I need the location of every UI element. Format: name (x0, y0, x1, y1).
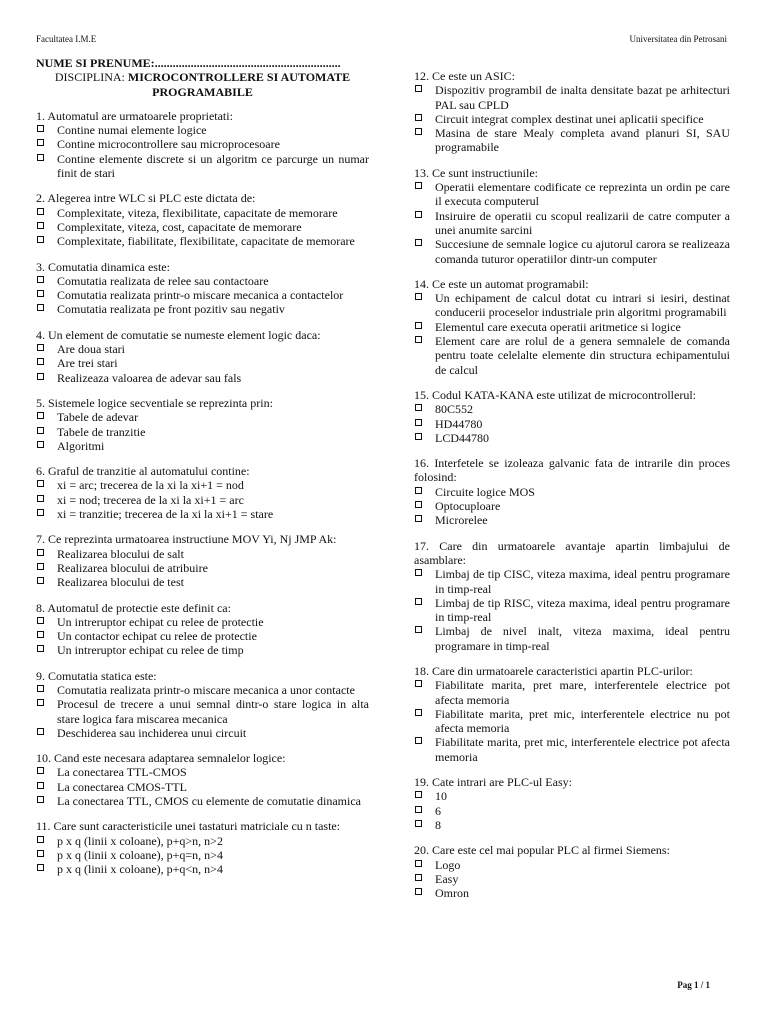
answer-option-text: Succesiune de semnale logice cu ajutorul carora se realizeaza comanda tuturor operatiilor dintr-un computer (435, 237, 730, 266)
answer-option (414, 789, 730, 803)
question-block (36, 751, 369, 808)
question-text: 18. Care din urmatoarele caracteristici apartin PLC-urilor: (414, 663, 693, 678)
question-block (414, 456, 730, 527)
question-text: 9. Comutatia statica este: (36, 668, 157, 683)
answer-option (414, 678, 730, 707)
question-text: 13. Ce sunt instructiunile: (414, 165, 538, 180)
answer-checkbox[interactable] (37, 617, 44, 624)
answer-option (36, 561, 369, 575)
answer-option (36, 794, 369, 808)
answer-option-text: Realizarea blocului de salt (57, 546, 184, 561)
answer-option-text: 10 (435, 789, 447, 804)
answer-option (414, 126, 730, 155)
answer-option-text: Comutatia realizata printr-o miscare mecanica a contactelor (57, 288, 344, 303)
exam-title-block (36, 56, 369, 99)
answer-option-text: p x q (linii x coloane), p+q=n, n>4 (57, 847, 223, 862)
answer-checkbox[interactable] (37, 631, 44, 638)
answer-option-text: Realizarea blocului de test (57, 575, 184, 590)
answer-option-text: La conectarea TTL-CMOS (57, 765, 187, 780)
answer-checkbox[interactable] (37, 796, 44, 803)
answer-option-text: Realizeaza valoarea de adevar sau fals (57, 370, 242, 385)
answer-option-text: Fiabilitate marita, pret mic, interferentele electrice nu pot afecta memoria (435, 706, 730, 736)
question-text: 20. Care este cel mai popular PLC al firmei Siemens: (414, 843, 670, 858)
answer-option (414, 431, 730, 445)
answer-checkbox[interactable] (415, 114, 422, 121)
answer-option (414, 499, 730, 513)
answer-option (36, 848, 369, 862)
answer-option (414, 291, 730, 320)
answer-option-text: Insiruire de operatii cu scopul realizarii de catre computer a unei anumite sarcini (435, 208, 730, 237)
question-block (414, 277, 730, 377)
answer-option-text: La conectarea TTL, CMOS cu elemente de comutatie dinamica (57, 794, 361, 809)
answer-checkbox[interactable] (37, 290, 44, 297)
question-text: 5. Sistemele logice secventiale se reprezinta prin: (36, 395, 273, 410)
answer-option (414, 83, 730, 112)
answer-checkbox[interactable] (37, 549, 44, 556)
answer-option-text: Circuite logice MOS (435, 484, 535, 499)
answer-checkbox[interactable] (415, 569, 422, 576)
answer-option-text: xi = tranzitie; trecerea de la xi la xi+1 = stare (57, 507, 274, 522)
answer-checkbox[interactable] (415, 293, 422, 300)
answer-checkbox[interactable] (415, 322, 422, 329)
answer-checkbox[interactable] (415, 598, 422, 605)
answer-option (414, 858, 730, 872)
answer-option (414, 320, 730, 334)
answer-checkbox[interactable] (415, 806, 422, 813)
answer-option (36, 356, 369, 370)
answer-option (36, 765, 369, 779)
answer-option (414, 237, 730, 266)
question-block (36, 260, 369, 317)
answer-option (36, 507, 369, 521)
answer-option-text: Un intreruptor echipat cu relee de protectie (57, 614, 264, 629)
answer-option (36, 643, 369, 657)
answer-checkbox[interactable] (37, 850, 44, 857)
answer-option-text: Deschiderea sau inchiderea unui circuit (57, 725, 247, 740)
left-question-list (36, 109, 369, 877)
answer-checkbox[interactable] (37, 236, 44, 243)
answer-option-text: Limbaj de tip RISC, viteza maxima, ideal pentru programare in timp-real (435, 595, 730, 625)
answer-checkbox[interactable] (415, 874, 422, 881)
answer-option-text: Procesul de trecere a unui semnal dintr-o stare logica in alta stare logica fara miscarea mecanica (57, 697, 369, 726)
answer-checkbox[interactable] (37, 154, 44, 161)
discipline-name: MICROCONTROLLERE SI AUTOMATE PROGRAMABILE (127, 70, 351, 99)
answer-option (36, 683, 369, 697)
answer-option (36, 137, 369, 151)
question-text: 17. Care din urmatoarele avantaje apartin limbajului de asamblare: (414, 538, 730, 567)
answer-checkbox[interactable] (415, 737, 422, 744)
answer-checkbox[interactable] (37, 782, 44, 789)
answer-option-text: Are doua stari (57, 342, 125, 357)
answer-option-text: Contine numai elemente logice (57, 123, 207, 138)
answer-checkbox[interactable] (415, 680, 422, 687)
right-question-list (414, 69, 730, 900)
answer-option (36, 439, 369, 453)
page-number: Pag 1 / 1 (677, 980, 710, 990)
answer-option-text: Microrelee (435, 513, 488, 528)
question-text: 3. Comutatia dinamica este: (36, 259, 170, 274)
question-text: 12. Ce este un ASIC: (414, 69, 515, 83)
answer-option-text: 8 (435, 817, 441, 832)
question-block (36, 191, 369, 248)
question-text: 16. Interfetele se izoleaza galvanic fata de intrarile din proces folosind: (414, 456, 730, 485)
answer-option-text: xi = arc; trecerea de la xi la xi+1 = nod (57, 478, 244, 493)
answer-option (36, 629, 369, 643)
answer-checkbox[interactable] (415, 487, 422, 494)
answer-option-text: Operatii elementare codificate ce reprezinta un ordin pe care il executa computerul (435, 180, 730, 209)
answer-option-text: Contine microcontrollere sau microprocesoare (57, 137, 280, 152)
question-block (36, 109, 369, 180)
name-field-label: NUME SI PRENUME:.............................................................. (36, 56, 341, 70)
answer-option (36, 726, 369, 740)
answer-checkbox[interactable] (37, 767, 44, 774)
answer-option-text: Un contactor echipat cu relee de protectie (57, 629, 257, 644)
answer-checkbox[interactable] (37, 836, 44, 843)
answer-option-text: Are trei stari (57, 356, 118, 371)
answer-checkbox[interactable] (37, 304, 44, 311)
question-text: 19. Cate intrari are PLC-ul Easy: (414, 775, 572, 790)
answer-option-text: Fiabilitate marita, pret mic, interferentele electrice pot afecta memoria (435, 735, 730, 764)
answer-checkbox[interactable] (37, 480, 44, 487)
answer-option (36, 288, 369, 302)
answer-checkbox[interactable] (37, 276, 44, 283)
question-text: 6. Graful de tranzitie al automatului contine: (36, 464, 250, 479)
answer-option (414, 485, 730, 499)
answer-option (36, 302, 369, 316)
question-block (414, 388, 730, 445)
answer-option (36, 834, 369, 848)
university-header: Universitatea din Petrosani (629, 34, 727, 44)
answer-option-text: Circuit integrat complex destinat unei aplicatii specifice (435, 111, 704, 126)
answer-checkbox[interactable] (415, 791, 422, 798)
answer-checkbox[interactable] (37, 645, 44, 652)
answer-option (36, 206, 369, 220)
answer-option (36, 547, 369, 561)
question-block (36, 601, 369, 658)
answer-checkbox[interactable] (415, 501, 422, 508)
answer-option-text: Element care are rolul de a genera semnalele de comanda pentru toate celelalte elemente din structura echipamentului de calcul (435, 334, 730, 377)
answer-option (414, 596, 730, 625)
answer-checkbox[interactable] (415, 128, 422, 135)
answer-checkbox[interactable] (37, 412, 44, 419)
answer-option-text: 6 (435, 803, 441, 818)
answer-checkbox[interactable] (415, 404, 422, 411)
answer-option (36, 152, 369, 181)
question-block (36, 532, 369, 589)
discipline-label: DISCIPLINA: (54, 70, 125, 85)
answer-option (414, 818, 730, 832)
answer-option (414, 402, 730, 416)
answer-checkbox[interactable] (415, 515, 422, 522)
question-block (414, 775, 730, 832)
answer-option-text: p x q (linii x coloane), p+q<n, n>4 (57, 862, 223, 877)
answer-option-text: Masina de stare Mealy completa avand planuri SI, SAU programabile (435, 126, 730, 155)
answer-option-text: Logo (435, 857, 461, 872)
faculty-header: Facultatea I.M.E (36, 34, 97, 44)
answer-option-text: La conectarea CMOS-TTL (57, 779, 187, 794)
answer-option-text: Dispozitiv programbil de inalta densitate bazat pe arhitecturi PAL sau CPLD (435, 83, 730, 112)
answer-checkbox[interactable] (37, 373, 44, 380)
answer-checkbox[interactable] (415, 85, 422, 92)
answer-checkbox[interactable] (37, 495, 44, 502)
answer-checkbox[interactable] (37, 563, 44, 570)
answer-option (36, 425, 369, 439)
question-block (414, 69, 730, 155)
answer-option (414, 334, 730, 377)
answer-option (414, 886, 730, 900)
answer-checkbox[interactable] (37, 125, 44, 132)
answer-checkbox[interactable] (37, 344, 44, 351)
answer-option (414, 804, 730, 818)
answer-option-text: Easy (435, 871, 459, 886)
answer-option (36, 478, 369, 492)
answer-checkbox[interactable] (37, 358, 44, 365)
question-text: 7. Ce reprezinta urmatoarea instructiune MOV Yi, Nj JMP Ak: (36, 532, 337, 547)
question-block (36, 669, 369, 740)
answer-option-text: p x q (linii x coloane), p+q>n, n>2 (57, 833, 223, 848)
answer-option (36, 123, 369, 137)
answer-checkbox[interactable] (37, 139, 44, 146)
answer-checkbox[interactable] (37, 222, 44, 229)
question-text: 4. Un element de comutatie se numeste element logic daca: (36, 327, 321, 342)
answer-checkbox[interactable] (37, 577, 44, 584)
answer-checkbox[interactable] (37, 685, 44, 692)
answer-checkbox[interactable] (37, 509, 44, 516)
answer-option (36, 220, 369, 234)
right-column (414, 69, 730, 911)
answer-option-text: HD44780 (435, 416, 483, 431)
question-block (36, 464, 369, 521)
answer-option-text: Complexitate, viteza, cost, capacitate de memorare (57, 219, 302, 234)
answer-option (36, 371, 369, 385)
answer-option (414, 624, 730, 653)
answer-option (414, 567, 730, 596)
answer-option (414, 209, 730, 238)
answer-option (414, 417, 730, 431)
question-text: 8. Automatul de protectie este definit ca: (36, 600, 231, 615)
question-text: 2. Alegerea intre WLC si PLC este dictata de: (36, 191, 256, 206)
answer-option-text: Omron (435, 886, 469, 901)
answer-checkbox[interactable] (415, 888, 422, 895)
answer-option (36, 274, 369, 288)
answer-checkbox[interactable] (415, 419, 422, 426)
answer-option (414, 707, 730, 736)
question-block (36, 396, 369, 453)
answer-option-text: Tabele de adevar (57, 410, 139, 425)
question-block (36, 328, 369, 385)
answer-option-text: Complexitate, fiabilitate, flexibilitate, capacitate de memorare (57, 234, 355, 249)
left-column (36, 56, 369, 888)
answer-checkbox[interactable] (415, 239, 422, 246)
answer-option-text: Elementul care executa operatii aritmetice si logice (435, 319, 681, 334)
answer-option-text: Optocuploare (435, 499, 501, 514)
answer-option-text: Un echipament de calcul dotat cu intrari si iesiri, destinat conducerii proceselor industriale prin algoritmi programabili (435, 291, 730, 320)
answer-option-text: Fiabilitate marita, pret mare, interferentele electrice pot afecta memoria (435, 678, 730, 707)
question-text: 1. Automatul are urmatoarele proprietati: (36, 108, 233, 123)
answer-option-text: Realizarea blocului de atribuire (57, 560, 208, 575)
answer-checkbox[interactable] (37, 441, 44, 448)
answer-checkbox[interactable] (37, 699, 44, 706)
answer-checkbox[interactable] (37, 208, 44, 215)
answer-option (36, 342, 369, 356)
answer-checkbox[interactable] (37, 427, 44, 434)
answer-option-text: Tabele de tranzitie (57, 424, 146, 439)
answer-option-text: Limbaj de nivel inalt, viteza maxima, ideal pentru programare in timp-real (435, 624, 730, 653)
question-block (414, 539, 730, 653)
answer-option-text: Complexitate, viteza, flexibilitate, capacitate de memorare (57, 205, 338, 220)
question-text: 15. Codul KATA-KANA este utilizat de microcontrollerul: (414, 387, 696, 402)
answer-checkbox[interactable] (415, 709, 422, 716)
answer-option-text: Algoritmi (57, 438, 105, 453)
answer-option (36, 493, 369, 507)
answer-option (36, 410, 369, 424)
answer-checkbox[interactable] (415, 211, 422, 218)
answer-checkbox[interactable] (415, 820, 422, 827)
answer-option (414, 112, 730, 126)
answer-option (36, 697, 369, 726)
answer-checkbox[interactable] (37, 728, 44, 735)
answer-option (36, 575, 369, 589)
answer-option-text: Comutatia realizata printr-o miscare mecanica a unor contacte (57, 682, 355, 697)
answer-checkbox[interactable] (37, 864, 44, 871)
answer-option (36, 780, 369, 794)
answer-option (414, 735, 730, 764)
answer-option (414, 513, 730, 527)
answer-option-text: Comutatia realizata de relee sau contactoare (57, 273, 269, 288)
answer-option-text: xi = nod; trecerea de la xi la xi+1 = arc (57, 492, 244, 507)
answer-option (36, 615, 369, 629)
answer-option-text: Un intreruptor echipat cu relee de timp (57, 643, 244, 658)
discipline-line (36, 70, 369, 99)
question-text: 10. Cand este necesara adaptarea semnalelor logice: (36, 751, 286, 766)
answer-option (414, 180, 730, 209)
question-block (414, 843, 730, 900)
answer-checkbox[interactable] (415, 433, 422, 440)
question-block (36, 819, 369, 876)
question-block (414, 166, 730, 266)
answer-option (36, 862, 369, 876)
question-text: 11. Care sunt caracteristicile unei tastaturi matriciale cu n taste: (36, 819, 341, 834)
answer-option-text: Limbaj de tip CISC, viteza maxima, ideal pentru programare in timp-real (435, 567, 730, 596)
answer-option (36, 234, 369, 248)
answer-option-text: 80C552 (435, 402, 474, 417)
answer-option-text: LCD44780 (435, 430, 489, 445)
answer-checkbox[interactable] (415, 182, 422, 189)
answer-option (414, 872, 730, 886)
question-text: 14. Ce este un automat programabil: (414, 276, 589, 291)
answer-option-text: Contine elemente discrete si un algoritm ce parcurge un numar finit de stari (57, 151, 369, 181)
answer-checkbox[interactable] (415, 336, 422, 343)
answer-option-text: Comutatia realizata pe front pozitiv sau negativ (57, 302, 285, 317)
answer-checkbox[interactable] (415, 860, 422, 867)
answer-checkbox[interactable] (415, 626, 422, 633)
question-block (414, 664, 730, 764)
